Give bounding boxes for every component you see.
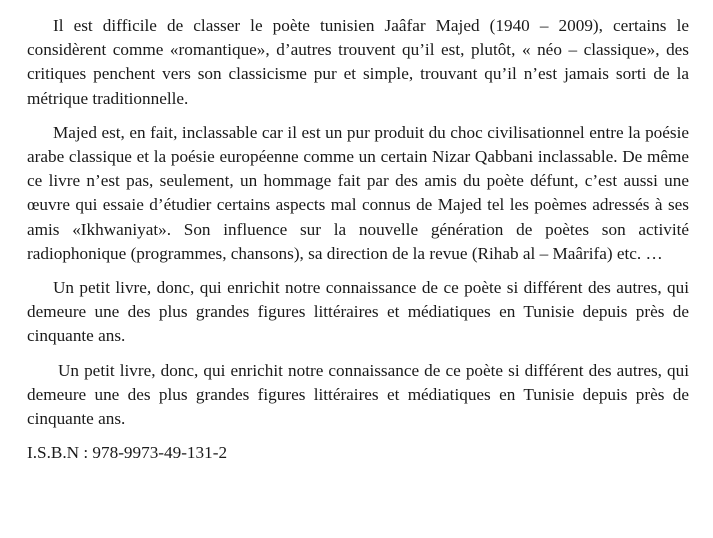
- paragraph-intro: Il est difficile de classer le poète tunisien Jaâfar Majed (1940 – 2009), certains le considèrent comme «romantique», d’autres trouvent qu’il est, plutôt, « néo – classique», des critiques penchent vers son classicisme pur et simple, trouvant qu’il n’est jamais sorti de la métrique traditionnelle.: [27, 16, 689, 108]
- paragraph-summary: Un petit livre, donc, qui enrichit notre connaissance de ce poète si différent des autres, qui demeure une des plus grandes figures littéraires et médiatiques en Tunisie depuis près de cinquante ans.: [27, 278, 689, 346]
- paragraph-summary-repeat: Un petit livre, donc, qui enrichit notre connaissance de ce poète si différent des autres, qui demeure une des plus grandes figures littéraires et médiatiques en Tunisie depuis près de cinquante ans.: [27, 360, 689, 429]
- book-description: [27, 14, 689, 465]
- paragraph-majed: Majed est, en fait, inclassable car il est un pur produit du choc civilisationnel entre la poésie arabe classique et la poésie européenne comme un certain Nizar Qabbani inclassable. De même ce livre n’est pas, seulement, un hommage fait par des amis du poète défunt, c’est aussi une œuvre qui essaie d’étudier certains aspects mal connus de Majed tel les poèmes adressés à ses amis «Ikhwaniyat». Son influence sur la nouvelle génération de poètes son activité radiophonique (programmes, chansons), sa direction de la revue (Rihab al – Maârifa) etc. …: [27, 122, 689, 263]
- isbn-line: I.S.B.N : 978-9973-49-131-2: [27, 443, 228, 463]
